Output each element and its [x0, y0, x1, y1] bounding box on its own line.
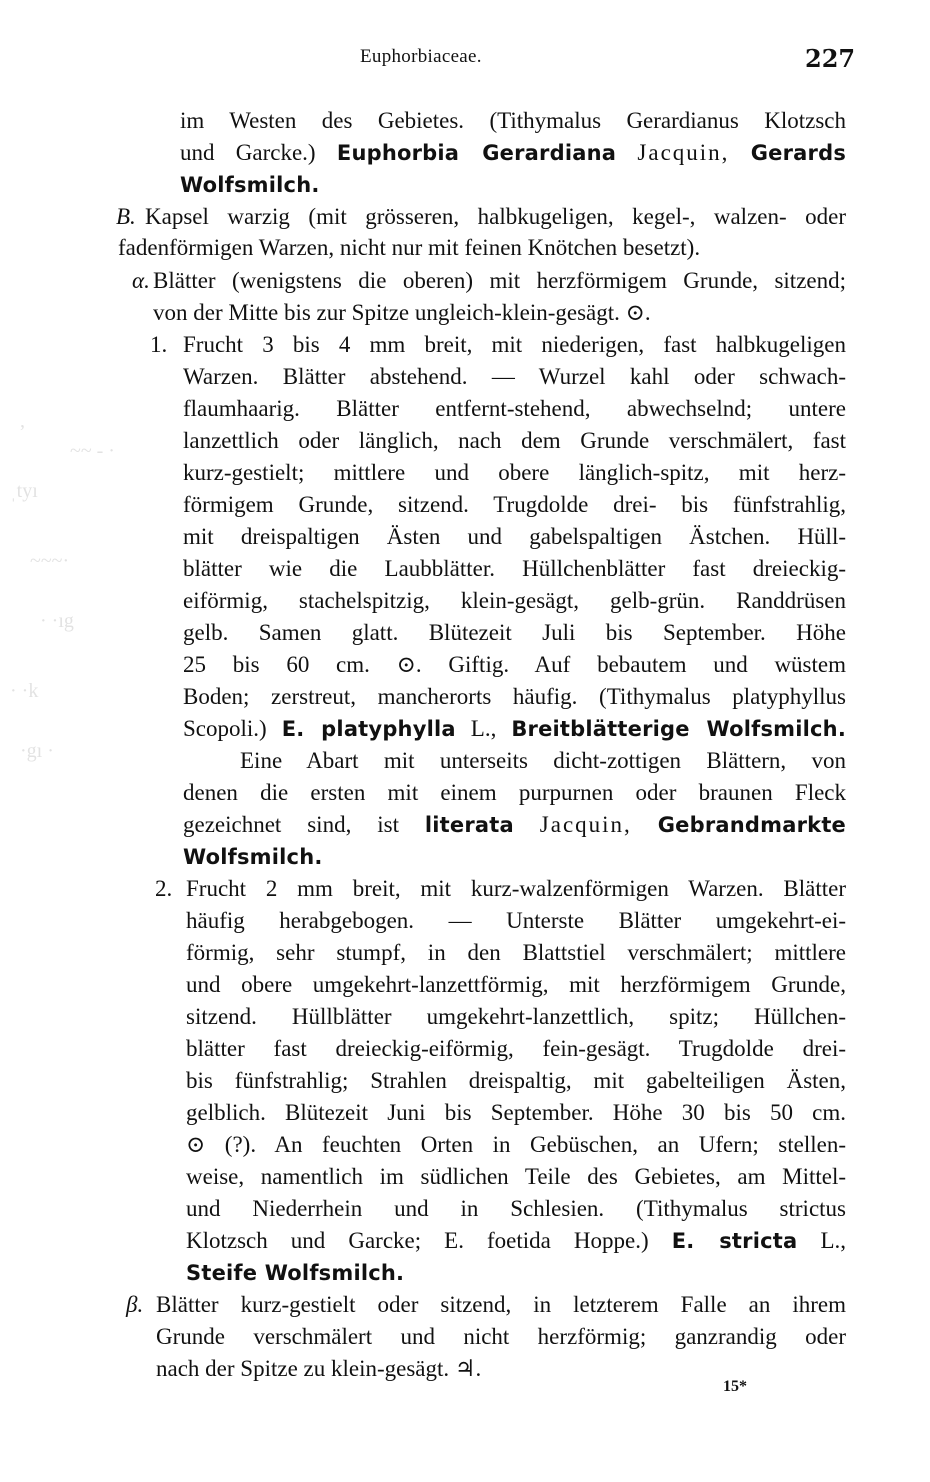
text-line: fadenförmigen Warzen, nicht nur mit feinen Knötchen besetzt). — [118, 235, 701, 260]
text-line: Blätter kurz-gestielt oder sitzend, in letzterem Falle an ihrem — [156, 1292, 846, 1317]
common-name: Steife Wolfsmilch. — [186, 1261, 405, 1285]
text-line: gelblich. Blütezeit Juni bis September. Höhe 30 bis 50 cm. — [186, 1100, 846, 1125]
text-line: Scopoli.) E. platyphylla L., Breitblätterige Wolfsmilch. — [183, 716, 847, 741]
text-line: sitzend. Hüllblätter umgekehrt-lanzettlich, spitz; Hüllchen- — [186, 1004, 846, 1029]
section-marker-alpha: α. — [132, 268, 150, 293]
common-name: Wolfsmilch. — [180, 173, 320, 197]
item-number: 2. — [155, 876, 173, 901]
text-line: blätter wie die Laubblätter. Hüllchenblätter fast dreieckig- — [183, 556, 846, 581]
text-line — [186, 1258, 404, 1288]
item-number: 1. — [150, 332, 168, 357]
text-line: denen die ersten mit einem purpurnen oder braunen Fleck — [183, 780, 846, 805]
common-name: Wolfsmilch. — [183, 845, 323, 869]
text-line: Klotzsch und Garcke; E. foetida Hoppe.) E. stricta L., — [186, 1228, 846, 1253]
text-line: im Westen des Gebietes. (Tithymalus Gerardianus Klotzsch — [180, 108, 846, 133]
text-line — [183, 842, 323, 872]
text-line: Grunde verschmälert und nicht herzförmig; ganzrandig oder — [156, 1324, 846, 1349]
text-line: und Niederrhein und in Schlesien. (Tithymalus strictus — [186, 1196, 846, 1221]
common-name: Gerards — [750, 141, 847, 165]
text-line: 25 bis 60 cm. ⊙. Giftig. Auf bebautem und wüstem — [183, 652, 846, 677]
species-name: Euphorbia Gerardiana — [336, 141, 617, 165]
text-line: bis fünfstrahlig; Strahlen dreispaltig, mit gabelteiligen Ästen, — [186, 1068, 846, 1093]
text-line: förmigem Grunde, sitzend. Trugdolde drei- bis fünfstrahlig, — [183, 492, 846, 517]
text-line — [180, 170, 320, 200]
text-line: von der Mitte bis zur Spitze ungleich-klein-gesägt. ⊙. — [153, 300, 651, 325]
text-line: und Garcke.) Euphorbia Gerardiana Jacquin, Gerards — [180, 140, 847, 165]
text-line: weise, namentlich im südlichen Teile des Gebietes, am Mittel- — [186, 1164, 846, 1189]
species-name: E. stricta — [671, 1229, 798, 1253]
text-line: Frucht 3 bis 4 mm breit, mit niederigen, fast halbkugeligen — [183, 332, 846, 357]
signature-mark: 15* — [723, 1378, 747, 1395]
text-line: flaumhaarig. Blätter entfernt-stehend, abwechselnd; untere — [183, 396, 846, 421]
text-line: Eine Abart mit unterseits dicht-zottigen Blättern, von — [240, 748, 846, 773]
text-line: Frucht 2 mm breit, mit kurz-walzenförmigen Warzen. Blätter — [186, 876, 846, 901]
text-line: mit dreispaltigen Ästen und gabelspaltigen Ästchen. Hüll- — [183, 524, 846, 549]
text-line: gezeichnet sind, ist literata Jacquin, Gebrandmarkte — [183, 812, 846, 837]
text-line: gelb. Samen glatt. Blütezeit Juli bis September. Höhe — [183, 620, 846, 645]
text-line: Boden; zerstreut, mancherorts häufig. (Tithymalus platyphyllus — [183, 684, 846, 709]
variety-name: literata — [424, 813, 514, 837]
text-line: ⊙ (?). An feuchten Orten in Gebüschen, an Ufern; stellen- — [186, 1132, 846, 1157]
bleed-through-shadow: , ~~ - · ˌtyı ~~~· · ·ıg · ·k ·gı · — [10, 410, 115, 762]
text-line: eiförmig, stachelspitzig, klein-gesägt, gelb-grün. Randdrüsen — [183, 588, 846, 613]
text-line: Blätter (wenigstens die oberen) mit herzförmigem Grunde, sitzend; — [153, 268, 846, 293]
section-marker-beta: β. — [126, 1292, 144, 1317]
text-line: und obere umgekehrt-lanzettförmig, mit herzförmigem Grunde, — [186, 972, 846, 997]
running-header: Euphorbiaceae. — [360, 46, 482, 67]
text-line: förmig, sehr stumpf, in den Blattstiel verschmälert; mittlere — [186, 940, 846, 965]
text-line: lanzettlich oder länglich, nach dem Grunde verschmälert, fast — [183, 428, 846, 453]
common-name: Breitblätterige Wolfsmilch. — [511, 717, 847, 741]
text-line: Warzen. Blätter abstehend. — Wurzel kahl oder schwach- — [183, 364, 846, 389]
page-number: 227 — [805, 44, 856, 73]
common-name: Gebrandmarkte — [657, 813, 846, 837]
text-line: blätter fast dreieckig-eiförmig, fein-gesägt. Trugdolde drei- — [186, 1036, 846, 1061]
text-line: nach der Spitze zu klein-gesägt. ♃. — [156, 1356, 482, 1381]
text-line: Kapsel warzig (mit grösseren, halbkugeligen, kegel-, walzen- oder — [145, 204, 846, 229]
species-name: E. platyphylla — [281, 717, 456, 741]
section-marker-B: B. — [116, 204, 136, 229]
text-line: kurz-gestielt; mittlere und obere länglich-spitz, mit herz- — [183, 460, 846, 485]
text-line: häufig herabgebogen. — Unterste Blätter umgekehrt-ei- — [186, 908, 846, 933]
